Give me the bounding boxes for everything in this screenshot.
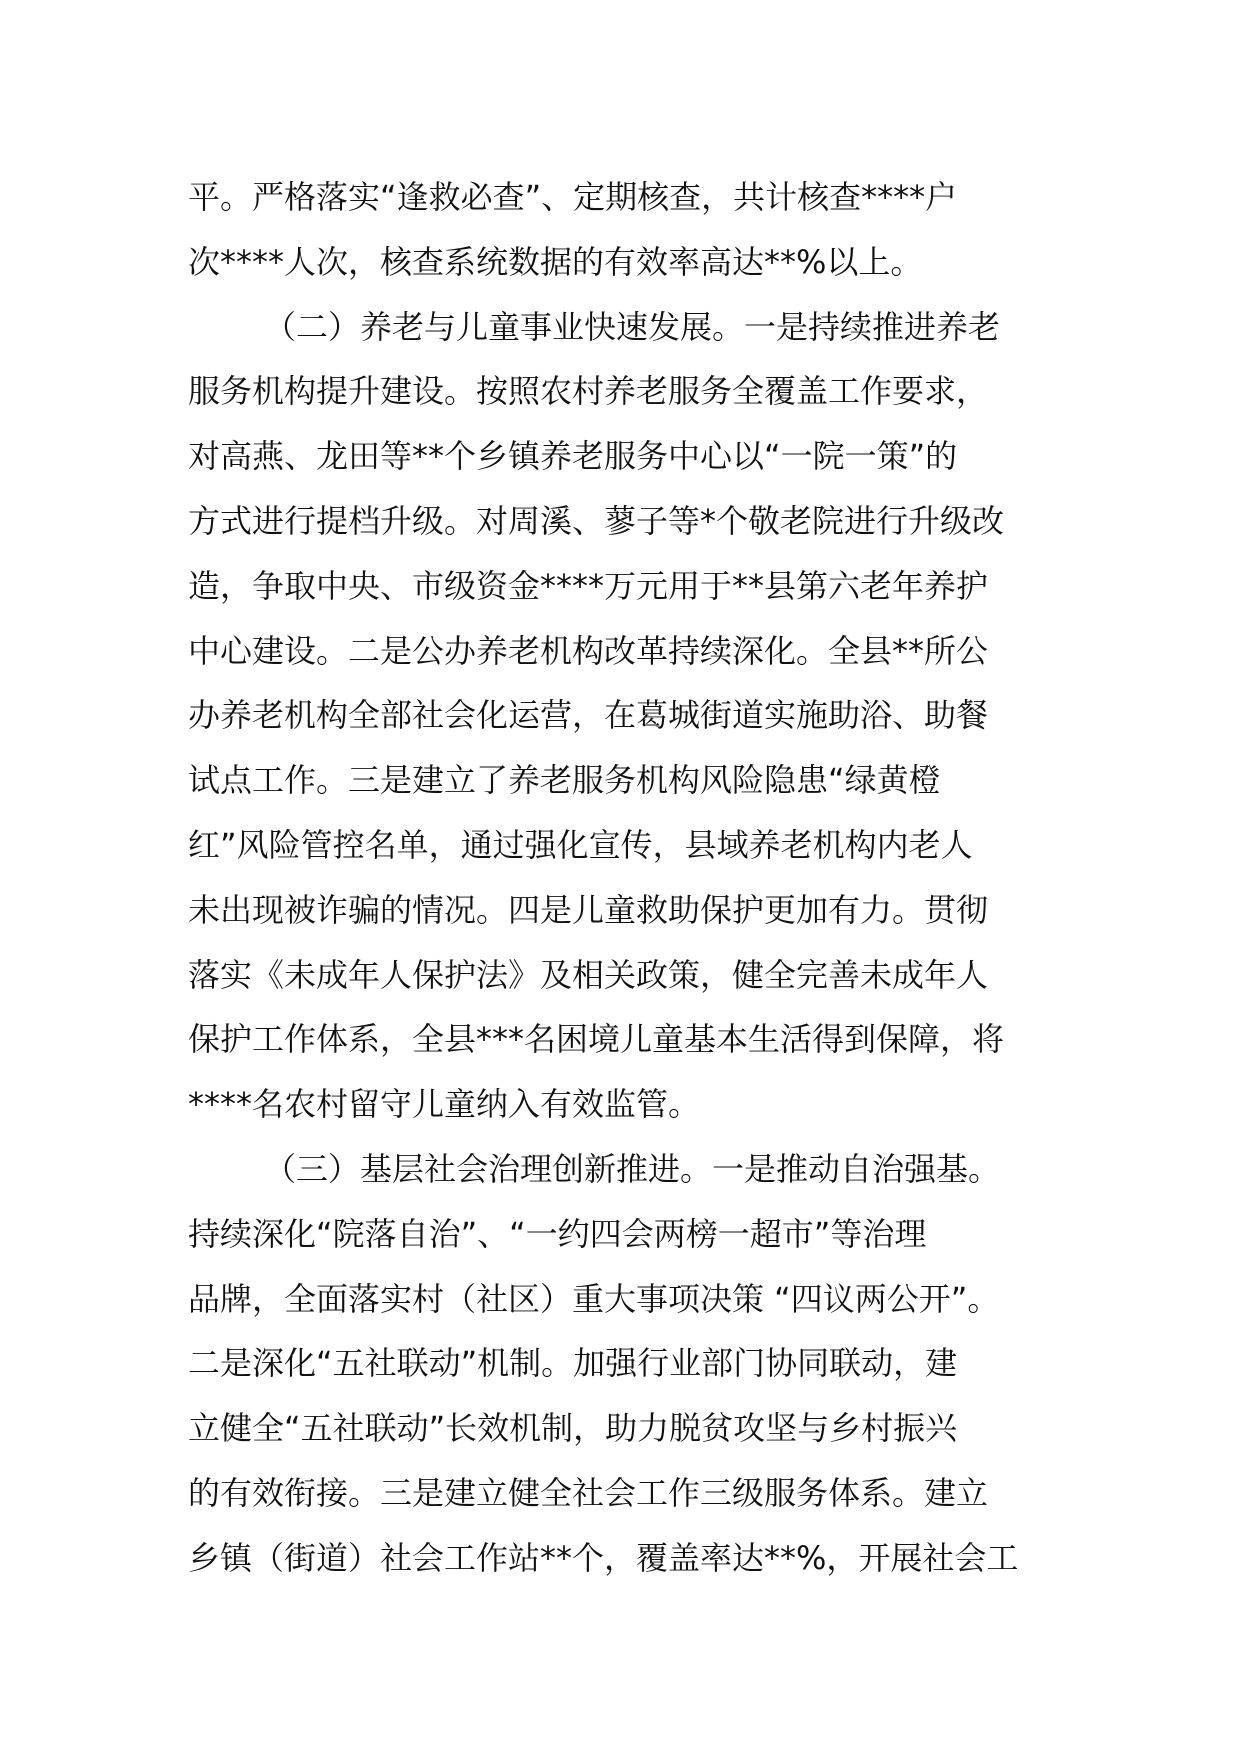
text-line: 持续深化“院落自治”、“一约四会两榜一超市”等治理 xyxy=(188,1214,927,1253)
text-line: 办养老机构全部社会化运营，在葛城街道实施助浴、助餐 xyxy=(188,696,989,735)
text-line: 红”风险管控名单，通过强化宣传，县域养老机构内老人 xyxy=(188,825,973,864)
text-line: 的有效衔接。三是建立健全社会工作三级服务体系。建立 xyxy=(188,1473,989,1512)
text-line: 平。严格落实“逢救必查”、定期核查，共计核查****户 xyxy=(188,178,958,216)
text-line: 中心建设。二是公办养老机构改革持续深化。全县**所公 xyxy=(188,631,989,670)
text-line: 对高燕、龙田等**个乡镇养老服务中心以“一院一策”的 xyxy=(188,437,958,476)
text-line: 方式进行提档升级。对周溪、蓼子等*个敬老院进行升级改 xyxy=(188,501,1005,540)
text-line: 保护工作体系，全县***名困境儿童基本生活得到保障，将 xyxy=(188,1020,1005,1059)
text-line: ****名农村留守儿童纳入有效监管。 xyxy=(188,1085,701,1124)
text-line: 试点工作。三是建立了养老服务机构风险隐患“绿黄橙 xyxy=(188,761,941,800)
text-line: 服务机构提升建设。按照农村养老服务全覆盖工作要求， xyxy=(188,372,989,411)
text-line: 品牌，全面落实村（社区）重大事项决策 “四议两公开”。 xyxy=(188,1279,1000,1318)
section-heading-line: （二）养老与儿童事业快速发展。一是持续推进养老 xyxy=(264,307,1001,346)
text-line: 二是深化“五社联动”机制。加强行业部门协同联动，建 xyxy=(188,1344,958,1383)
text-line: 乡镇（街道）社会工作站**个，覆盖率达**%，开展社会工 xyxy=(188,1538,1019,1577)
text-line: 立健全“五社联动”长效机制，助力脱贫攻坚与乡村振兴 xyxy=(188,1409,958,1448)
text-line: 未出现被诈骗的情况。四是儿童救助保护更加有力。贯彻 xyxy=(188,890,989,929)
text-line: 造，争取中央、市级资金****万元用于**县第六老年养护 xyxy=(188,566,989,605)
section-heading-line: （三）基层社会治理创新推进。一是推动自治强基。 xyxy=(264,1149,1001,1188)
text-line: 次****人次，核查系统数据的有效率高达**%以上。 xyxy=(188,242,923,281)
text-line: 落实《未成年人保护法》及相关政策，健全完善未成年人 xyxy=(188,955,989,994)
document-body xyxy=(188,165,1050,1591)
